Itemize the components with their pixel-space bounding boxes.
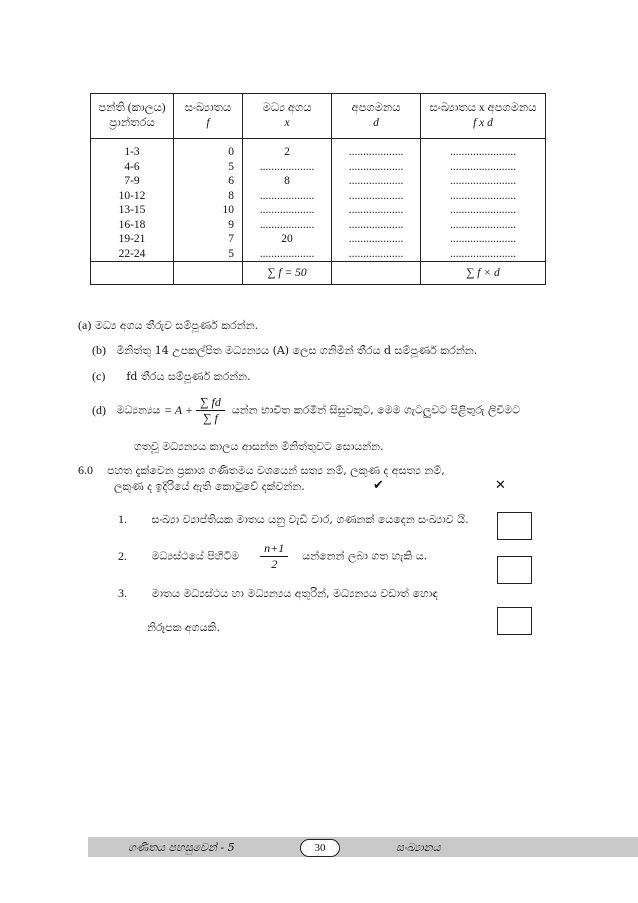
deviation-cell: ................... bbox=[348, 218, 404, 231]
cross-icon: ✕ bbox=[495, 478, 506, 493]
header-interval: පන්ති (කාලය) ප්‍රාන්තරය bbox=[91, 94, 174, 139]
deviation-cell: ................... bbox=[348, 189, 404, 202]
midpoint-cell: 2 bbox=[284, 146, 290, 158]
interval-cell: 13-15 bbox=[118, 204, 146, 216]
frequency-cell: 0 bbox=[228, 146, 234, 158]
statement-1: 1. සංඛ්‍යා ව්‍යාප්තියක මාතය යනු වැඩි වාර, ගණනක් යෙදෙන සංඛ්‍යාව යි. bbox=[118, 512, 469, 526]
deviation-cell: ................... bbox=[348, 233, 404, 245]
midpoint-cell: 8 bbox=[284, 175, 290, 187]
page-number: 30 bbox=[300, 839, 340, 857]
interval-cell: 1-3 bbox=[124, 146, 140, 158]
median-position-fraction: $\frac{n+1}{2}$ bbox=[260, 541, 288, 572]
midpoint-cell: 20 bbox=[281, 233, 293, 245]
frequency-cell: 8 bbox=[228, 189, 234, 202]
interval-column bbox=[91, 139, 174, 262]
deviation-cell: ................... bbox=[348, 175, 404, 187]
interval-cell: 22-24 bbox=[118, 247, 146, 260]
midpoint-cell: ................... bbox=[259, 189, 315, 202]
fd-cell: ....................... bbox=[449, 189, 517, 202]
midpoint-cell: ................... bbox=[259, 160, 315, 173]
check-icon: ✔ bbox=[373, 478, 384, 493]
midpoint-cell: ................... bbox=[259, 218, 315, 231]
frequency-column bbox=[174, 139, 243, 262]
interval-cell: 16-18 bbox=[118, 218, 146, 231]
statement-3-line2: නිරූපක අගයකි. bbox=[147, 621, 220, 634]
header-frequency: සංඛ්‍යාතය f bbox=[174, 94, 243, 139]
answer-box-1[interactable] bbox=[497, 512, 532, 540]
midpoint-cell: ................... bbox=[259, 204, 315, 216]
fd-cell: ....................... bbox=[449, 175, 517, 187]
frequency-table bbox=[90, 93, 546, 285]
deviation-cell: ................... bbox=[348, 247, 404, 260]
fd-cell: ....................... bbox=[449, 146, 517, 158]
section6-intro-line2: ලකුණ ද ඉදිරියේ ඇති කොටුවේ දක්වන්න. bbox=[114, 480, 305, 493]
fd-cell: ....................... bbox=[449, 233, 517, 245]
fd-cell: ....................... bbox=[449, 218, 517, 231]
midpoint-cell: ................... bbox=[259, 247, 315, 260]
header-midpoint: මධ්‍ය අගය x bbox=[243, 94, 332, 139]
question-a: (a) මධ්‍ය අගය තීරුව සම්පූර්ණ කරන්න. bbox=[78, 318, 259, 332]
fd-cell: ....................... bbox=[449, 247, 517, 260]
frequency-cell: 10 bbox=[222, 204, 234, 216]
section6-intro: 6.0 පහත දැක්වෙන ප්‍රකාශ ගණිතමය වශයෙන් සත්‍ය නම්, ලකුණ ද අසත්‍ය නම්, bbox=[78, 463, 445, 477]
fd-cell: ....................... bbox=[449, 160, 517, 173]
question-d-line2: ගතවූ මධ්‍යන්‍යය කාලය ආසන්න මිනිත්තුවට සොයන්න. bbox=[134, 440, 384, 453]
interval-cell: 19-21 bbox=[118, 233, 146, 245]
deviation-column bbox=[332, 139, 421, 262]
frequency-cell: 5 bbox=[228, 247, 234, 260]
deviation-cell: ................... bbox=[348, 160, 404, 173]
deviation-cell: ................... bbox=[348, 146, 404, 158]
interval-cell: 4-6 bbox=[124, 160, 140, 173]
sum-f: ∑ f = 50 bbox=[243, 262, 332, 285]
sum-fd: ∑ f × d bbox=[421, 262, 546, 285]
frequency-cell: 5 bbox=[228, 160, 234, 173]
interval-cell: 10-12 bbox=[118, 189, 146, 202]
header-deviation: අපගමනය d bbox=[332, 94, 421, 139]
interval-cell: 7-9 bbox=[124, 175, 140, 187]
answer-box-3[interactable] bbox=[497, 607, 532, 635]
frequency-cell: 9 bbox=[228, 218, 234, 231]
statement-3: 3. මාතය මධ්‍යස්ථය හා මධ්‍යන්‍යය අතුරින්, මධ්‍යන්‍යය වඩාත් හොඳ bbox=[118, 586, 438, 600]
deviation-cell: ................... bbox=[348, 204, 404, 216]
statement-2: 2. මධ්‍යස්ථයේ පිහිටීම $\frac{n+1}{2}$ යන්නෙන් ලබා ගත හැකි ය. bbox=[118, 541, 428, 571]
mean-formula: = A + $\frac{\sum fd}{\sum f}$ bbox=[164, 395, 225, 426]
fd-column bbox=[421, 139, 546, 262]
question-b: (b) මිනිත්තු 14 උපකල්පිත මධ්‍යන්‍යය (A) ලෙස ගනිමින් තීරය d සම්පූර්ණ කරන්න. bbox=[92, 343, 478, 357]
midpoint-column bbox=[243, 139, 332, 262]
question-c: (c) fd තීරය සම්පූර්ණ කරන්න. bbox=[92, 369, 251, 383]
question-d: (d) මධ්‍යන්‍යය = A + $\frac{\sum fd}{\sum f}$ යන්න භාවිත කරමින් සිසුවකුට, මෙම ගැටලුවට පිළිතුරු ලිවීමට bbox=[92, 395, 521, 425]
frequency-cell: 7 bbox=[228, 233, 234, 245]
footer-book-title: ගණිතය පහසුවෙන් - 5 bbox=[128, 841, 235, 854]
fd-cell: ....................... bbox=[449, 204, 517, 216]
header-fd: සංඛ්‍යාතය x අපගමනය f x d bbox=[421, 94, 546, 139]
answer-box-2[interactable] bbox=[497, 556, 532, 584]
frequency-cell: 6 bbox=[228, 175, 234, 187]
footer-chapter: සංඛ්‍යානය bbox=[396, 841, 441, 854]
